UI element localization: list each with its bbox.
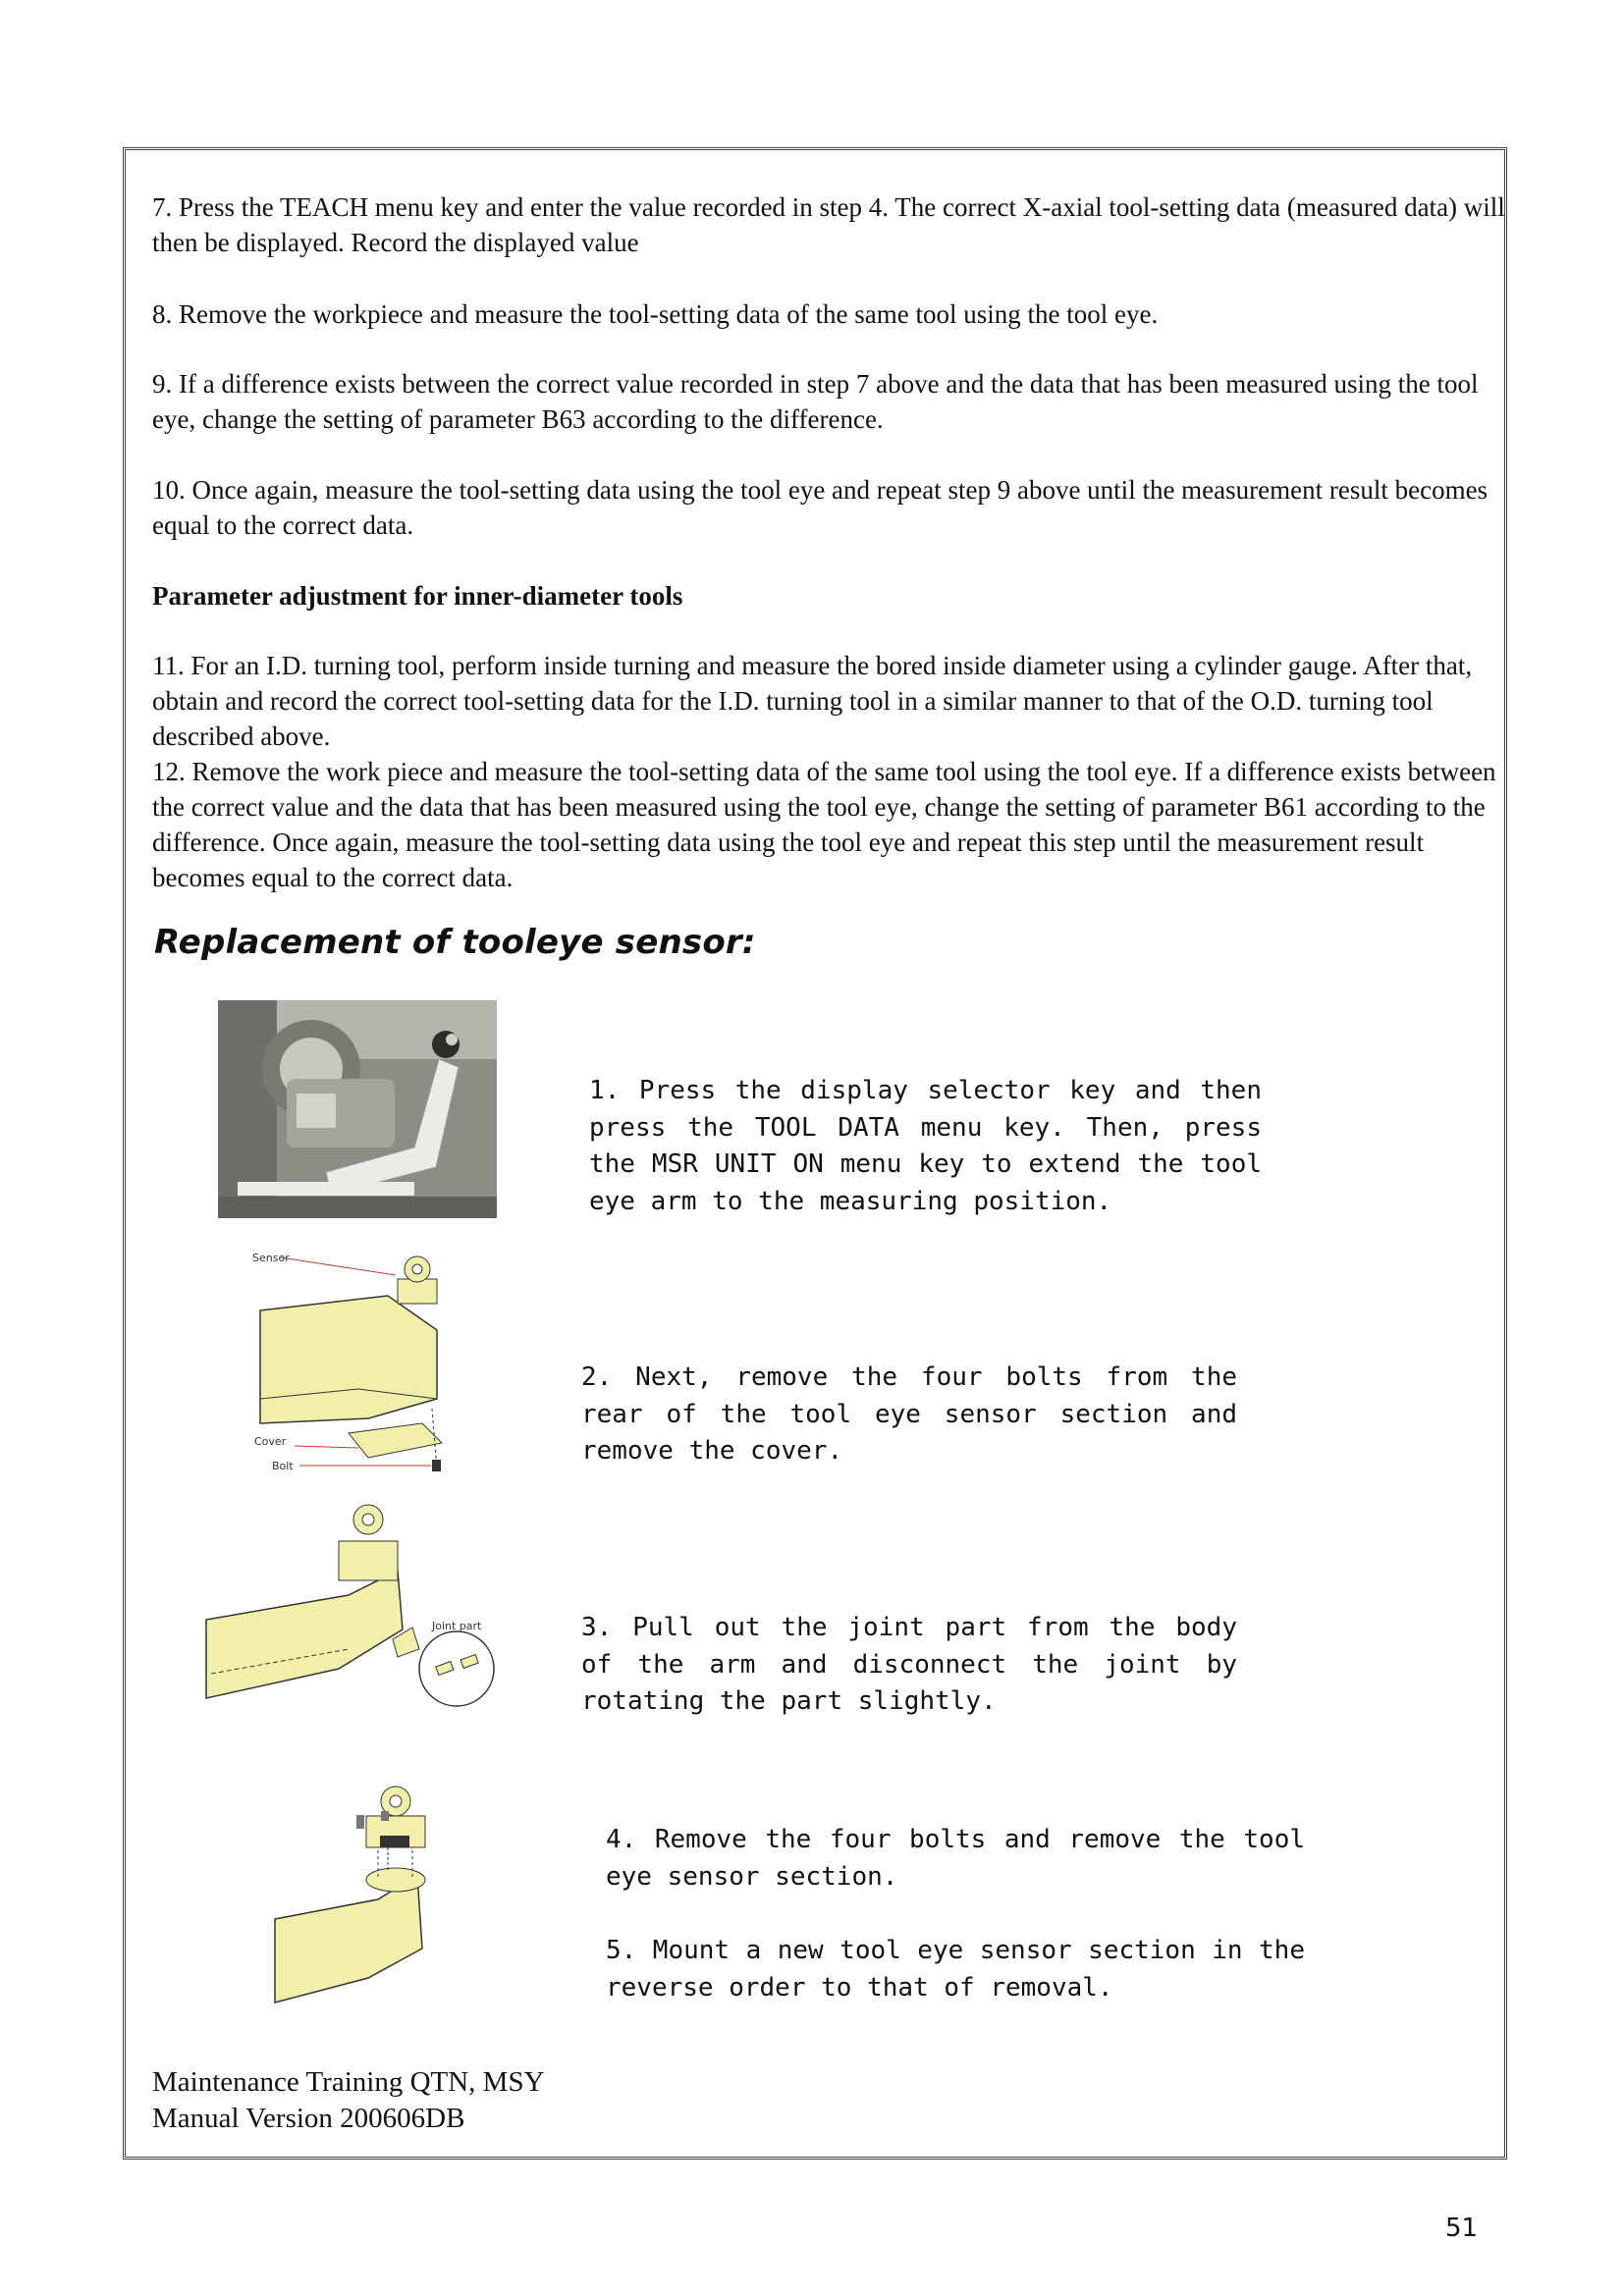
step-5-text: 5. Mount a new tool eye sensor section in the reverse order to that of removal.	[606, 1936, 1305, 2002]
footer-line-1: Maintenance Training QTN, MSY	[152, 2066, 545, 2098]
joint-part-diagram	[201, 1502, 515, 1718]
step-3-text: 3. Pull out the joint part from the body of the arm and disconnect the joint by rotating the part slightly.	[581, 1613, 1237, 1716]
sensor-removal-diagram	[270, 1782, 466, 2007]
tool-eye-arm-photo	[218, 1000, 497, 1218]
step-4-text: 4. Remove the four bolts and remove the tool eye sensor section.	[606, 1825, 1305, 1892]
footer	[152, 2064, 545, 2137]
paragraph-step-12: 12. Remove the work piece and measure the tool-setting data of the same tool using the tool eye. If a difference exists between the correct value and the data that has been measured using the tool eye, change the setting of parameter B61 according to the difference. Once again, measure the tool-setting data using the tool eye and repeat this step until the measurement result becomes equal to the correct data.	[152, 757, 1496, 892]
step-1-text: 1. Press the display selector key and then press the TOOL DATA menu key. Then, press the MSR UNIT ON menu key to extend the tool eye arm to the measuring position.	[589, 1076, 1262, 1216]
footer-line-2: Manual Version 200606DB	[152, 2103, 465, 2134]
paragraph-step-10: 10. Once again, measure the tool-setting data using the tool eye and repeat step 9 above until the measurement result becomes equal to the correct data.	[152, 475, 1489, 540]
step-2-text: 2. Next, remove the four bolts from the rear of the tool eye sensor section and remove the cover.	[581, 1362, 1237, 1466]
paragraph-step-9: 9. If a difference exists between the correct value recorded in step 7 above and the data that has been measured using the tool eye, change the setting of parameter B63 according to the difference.	[152, 369, 1479, 434]
sensor-label: Sensor	[252, 1252, 290, 1264]
sensor-cover-diagram	[250, 1252, 461, 1477]
paragraph-step-11: 11. For an I.D. turning tool, perform inside turning and measure the bored inside diameter using a cylinder gauge. After that, obtain and record the correct tool-setting data for the I.D. turning tool in a similar manner to that of the O.D. turning tool described above.	[152, 651, 1473, 751]
paragraph-step-7: 7. Press the TEACH menu key and enter the value recorded in step 4. The correct X-axial tool-setting data (measured data) will then be displayed. Record the displayed value	[152, 192, 1505, 257]
page-number: 51	[1445, 2214, 1479, 2243]
section-title: Replacement of tooleye sensor:	[154, 923, 756, 962]
joint-part-label: Joint part	[432, 1620, 482, 1632]
subheading-inner-diameter: Parameter adjustment for inner-diameter tools	[152, 581, 683, 611]
paragraph-step-8: 8. Remove the workpiece and measure the tool-setting data of the same tool using the tool eye.	[152, 299, 1159, 329]
cover-label: Cover	[254, 1435, 287, 1448]
bolt-label: Bolt	[272, 1460, 294, 1472]
